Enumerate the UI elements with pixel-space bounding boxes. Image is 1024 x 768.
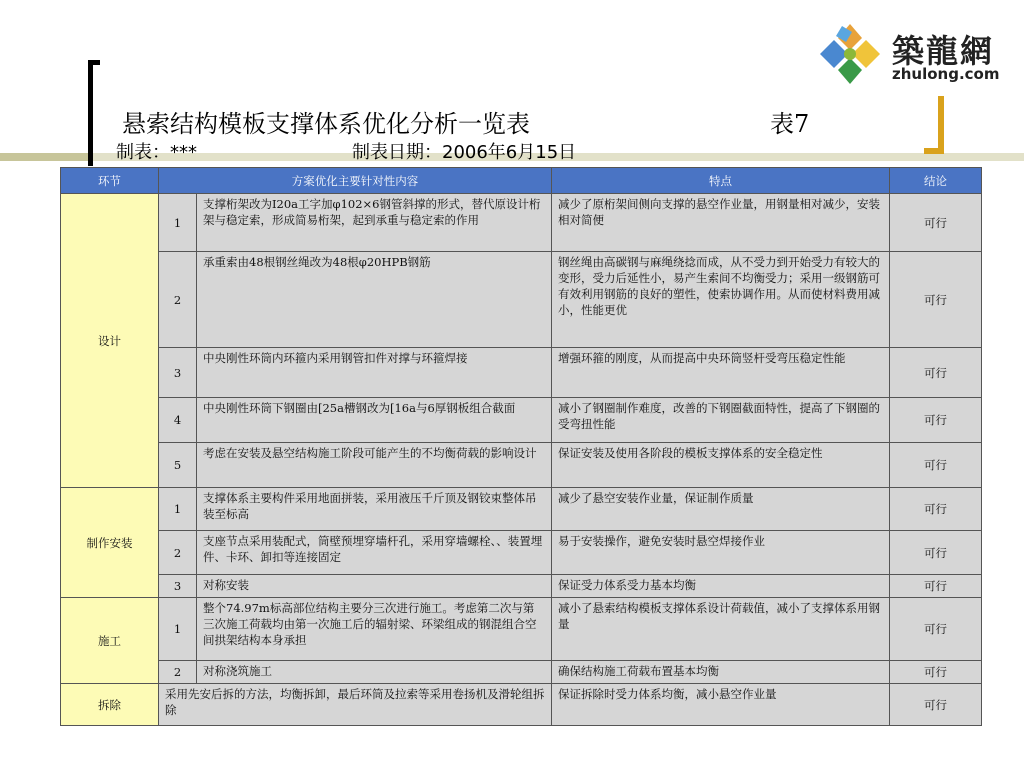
feature-cell: 保证受力体系受力基本均衡 [552, 575, 890, 598]
table-row [61, 443, 982, 488]
logo-domain-text: zhulong.com [892, 65, 1000, 83]
plan-cell: 对称浇筑施工 [197, 661, 552, 684]
conclusion-cell: 可行 [890, 575, 982, 598]
left-bracket-decoration [88, 60, 100, 166]
plan-cell: 支座节点采用装配式，筒壁预埋穿墙杆孔，采用穿墙螺栓、、装置埋件、卡环、卸扣等连接固定 [197, 531, 552, 575]
stage-cell: 施工 [61, 598, 159, 684]
feature-cell: 保证安装及使用各阶段的模板支撑体系的安全稳定性 [552, 443, 890, 488]
table-row [61, 531, 982, 575]
decorative-bar-accent [0, 153, 90, 161]
conclusion-cell: 可行 [890, 398, 982, 443]
table-row [61, 398, 982, 443]
header-feature: 特点 [552, 168, 890, 194]
feature-cell: 易于安装操作，避免安装时悬空焊接作业 [552, 531, 890, 575]
conclusion-cell: 可行 [890, 598, 982, 661]
plan-cell: 支撑体系主要构件采用地面拼装，采用液压千斤顶及钢铰束整体吊装至标高 [197, 488, 552, 531]
conclusion-cell: 可行 [890, 194, 982, 252]
optimization-table [60, 167, 982, 726]
table-row [61, 598, 982, 661]
table-date: 制表日期：2006年6月15日 [352, 142, 577, 163]
feature-cell: 减少了悬空安装作业量，保证制作质量 [552, 488, 890, 531]
plan-cell: 支撑桁架改为I20a工字加φ102×6钢管斜撑的形式，替代原设计桁架与稳定索，形成简易桁架，起到承重与稳定索的作用 [197, 194, 552, 252]
conclusion-cell: 可行 [890, 348, 982, 398]
conclusion-cell: 可行 [890, 443, 982, 488]
conclusion-cell: 可行 [890, 684, 982, 726]
item-number: 1 [159, 488, 197, 531]
conclusion-cell: 可行 [890, 488, 982, 531]
item-number: 1 [159, 194, 197, 252]
right-bracket-decoration [924, 96, 944, 154]
item-number: 3 [159, 575, 197, 598]
plan-cell: 采用先安后拆的方法，均衡拆卸，最后环筒及拉索等采用卷扬机及滑轮组拆除 [159, 684, 552, 726]
plan-cell: 中央刚性环筒下钢圈由[25a槽钢改为[16a与6厚钢板组合截面 [197, 398, 552, 443]
plan-cell: 整个74.97m标高部位结构主要分三次进行施工。考虑第二次与第三次施工荷载均由第一次施工后的辐射梁、环梁组成的钢混组合空间拱架结构本身承担 [197, 598, 552, 661]
stage-cell: 设计 [61, 194, 159, 488]
feature-cell: 减小了钢圈制作难度，改善的下钢圈截面特性，提高了下钢圈的受弯扭性能 [552, 398, 890, 443]
header-conclusion: 结论 [890, 168, 982, 194]
table-row [61, 684, 982, 726]
feature-cell: 确保结构施工荷载布置基本均衡 [552, 661, 890, 684]
table-row [61, 661, 982, 684]
table-maker: 制表：*** [116, 142, 197, 163]
header-stage: 环节 [61, 168, 159, 194]
feature-cell: 减少了原桁架间侧向支撑的悬空作业量，用钢量相对减少，安装相对简便 [552, 194, 890, 252]
feature-cell: 保证拆除时受力体系均衡，减小悬空作业量 [552, 684, 890, 726]
conclusion-cell: 可行 [890, 661, 982, 684]
plan-cell: 承重索由48根钢丝绳改为48根φ20HPB钢筋 [197, 252, 552, 348]
plan-cell: 对称安装 [197, 575, 552, 598]
plan-cell: 中央刚性环筒内环箍内采用钢管扣件对撑与环箍焊接 [197, 348, 552, 398]
plan-cell: 考虑在安装及悬空结构施工阶段可能产生的不均衡荷载的影响设计 [197, 443, 552, 488]
page-title: 悬索结构模板支撑体系优化分析一览表 [122, 110, 530, 138]
table-row [61, 194, 982, 252]
feature-cell: 钢丝绳由高碳钢与麻绳绕捻而成，从不受力到开始受力有较大的变形，受力后延性小，易产生索间不均衡受力；采用一级钢筋可有效利用钢筋的良好的塑性，使索协调作用。从而使材料费用减小，性能更优 [552, 252, 890, 348]
conclusion-cell: 可行 [890, 252, 982, 348]
feature-cell: 增强环箍的刚度，从而提高中央环筒竖杆受弯压稳定性能 [552, 348, 890, 398]
stage-cell: 制作安装 [61, 488, 159, 598]
item-number: 3 [159, 348, 197, 398]
table-row [61, 252, 982, 348]
table-header-row [61, 168, 982, 194]
item-number: 4 [159, 398, 197, 443]
conclusion-cell: 可行 [890, 531, 982, 575]
item-number: 2 [159, 252, 197, 348]
table-number: 表7 [770, 110, 810, 138]
item-number: 5 [159, 443, 197, 488]
table-row [61, 348, 982, 398]
logo-chinese-text: 築龍網 [892, 32, 995, 70]
feature-cell: 减小了悬索结构模板支撑体系设计荷载值，减小了支撑体系用钢量 [552, 598, 890, 661]
stage-cell: 拆除 [61, 684, 159, 726]
table-row [61, 488, 982, 531]
item-number: 2 [159, 661, 197, 684]
item-number: 2 [159, 531, 197, 575]
item-number: 1 [159, 598, 197, 661]
table-row [61, 575, 982, 598]
header-plan: 方案优化主要针对性内容 [159, 168, 552, 194]
